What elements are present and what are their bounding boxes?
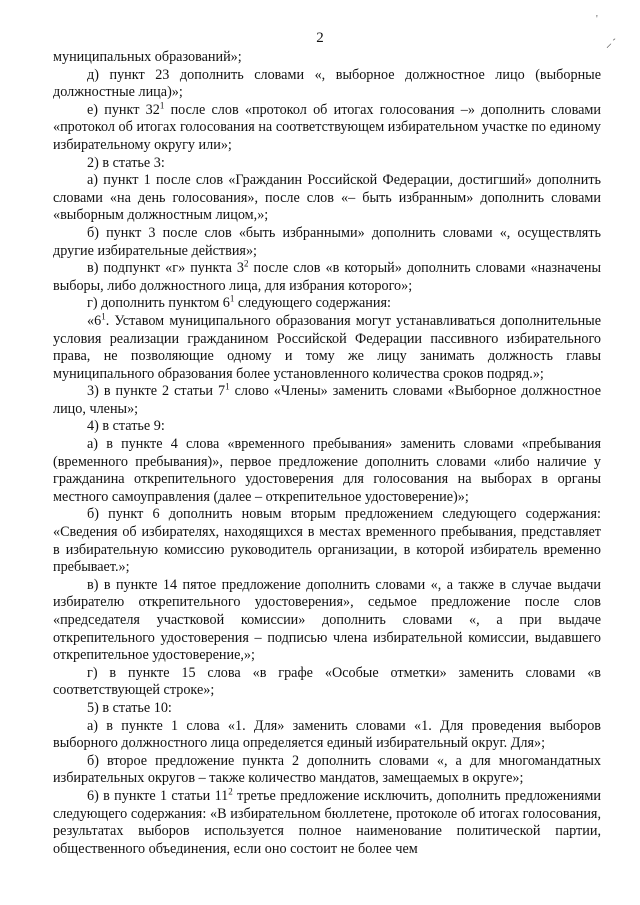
paragraph-p2 — [53, 67, 601, 102]
text-run: д) пункт 23 дополнить словами «, выборное должностное лицо (выборные должностные лица)»; — [53, 66, 601, 101]
paragraph-p10 — [53, 383, 601, 418]
text-run: 3) в пункте 2 статьи 7 — [87, 383, 226, 400]
scan-mark: ' — [596, 14, 598, 25]
text-run: а) в пункте 1 слова «1. Для» заменить словами «1. Для проведения выборов выборного должностного лица определяется единый избирательный округ. Для»; — [53, 717, 601, 752]
paragraph-p4 — [53, 155, 601, 173]
text-run: б) пункт 6 дополнить новым вторым предложением следующего содержания: «Сведения об избирателях, находящихся в местах временного пребывания, представляет в избирательную комиссию руководитель организации, в которой избиратель временно пребывает.»; — [53, 506, 601, 576]
text-run: муниципальных образований»; — [53, 49, 242, 65]
document-body — [53, 49, 601, 858]
text-run: а) в пункте 4 слова «временного пребывания» заменить словами «пребывания (временного пребывания)», первое предложение дополнить словами «либо наличие у гражданина открепительного удостоверения для голосования на выборах в органы местного самоуправления (далее – открепительное удостоверение)»; — [53, 436, 601, 505]
paragraph-p18 — [53, 753, 601, 788]
text-run: в) в пункте 14 пятое предложение дополнить словами «, а также в случае выдачи избирателю открепительного удостоверения», седьмое предложение после слов «председателя участковой комиссии» дополнить словами «, а при выдаче открепительного удостоверения – подписью члена избирательной комиссии, выдавшего открепительное удостоверение,»; — [53, 576, 601, 664]
superscript: 1 — [229, 293, 235, 304]
superscript: 1 — [159, 100, 165, 111]
text-run: «6 — [87, 312, 102, 329]
paragraph-p5 — [53, 172, 601, 225]
text-run: после слов «протокол об итогах голосования –» дополнить словами «протокол об итогах голосования на соответствующем избирательном участке по единому избирательному округу или»; — [53, 101, 601, 153]
paragraph-p14 — [53, 577, 601, 665]
paragraph-p3 — [53, 102, 601, 155]
paragraph-p17 — [53, 718, 601, 753]
text-run: е) пункт 32 — [87, 101, 160, 118]
text-run: третье предложение исключить, дополнить предложениями следующего содержания: «В избирательном бюллетене, протоколе об итогах голосования, результатах выборов используется полное наименование политической партии, общественного объединения, если оно состоит не более чем — [53, 787, 601, 857]
paragraph-p13 — [53, 506, 601, 576]
text-run: а) пункт 1 после слов «Гражданин Российской Федерации, достигший» дополнить словами «на день голосования», после слов «– быть избранным» дополнить словами «выборным должностным лицом,»; — [53, 172, 601, 224]
text-run: после слов «в который» дополнить словами «назначены выборы, либо должностного лица, для избрания которого»; — [53, 260, 602, 294]
superscript: 2 — [244, 258, 249, 269]
superscript: 1 — [225, 381, 230, 392]
paragraph-p9 — [53, 313, 601, 383]
paragraph-p16 — [53, 700, 601, 718]
text-run: 4) в статье 9: — [87, 418, 165, 435]
text-run: б) пункт 3 после слов «быть избранными» дополнить словами «, осуществлять другие избирательные действия»; — [53, 224, 601, 259]
paragraph-p11 — [53, 418, 601, 436]
text-run: слово «Члены» заменить словами «Выборное должностное лицо, члены»; — [53, 383, 601, 417]
text-run: в) подпункт «г» пункта 3 — [87, 260, 245, 277]
text-run: . Уставом муниципального образования могут устанавливаться дополнительные условия реализации гражданином Российской Федерации пассивного избирательного права, не позволяющие одному и тому же лицу занимать должность главы муниципального образования более установленного количества сроков подряд.»; — [53, 312, 601, 382]
superscript: 2 — [228, 786, 233, 797]
paragraph-p15 — [53, 665, 601, 700]
scan-mark: ⸝ˊ — [606, 36, 616, 50]
text-run: следующего содержания: — [234, 295, 391, 312]
paragraph-p1 — [53, 49, 601, 67]
paragraph-p19 — [53, 788, 601, 858]
paragraph-p12 — [53, 436, 601, 506]
paragraph-p6 — [53, 225, 601, 260]
text-run: б) второе предложение пункта 2 дополнить словами «, а для многомандатных избирательных округов – также количество мандатов, замещаемых в округе»; — [53, 752, 601, 787]
text-run: г) дополнить пунктом 6 — [87, 295, 230, 312]
page-number: 2 — [316, 30, 324, 46]
text-run: 5) в статье 10: — [87, 699, 172, 716]
paragraph-p7 — [53, 260, 601, 295]
text-run: г) в пункте 15 слова «в графе «Особые отметки» заменить словами «в соответствующей строке»; — [53, 664, 601, 699]
paragraph-p8 — [53, 295, 601, 313]
superscript: 1 — [101, 311, 106, 322]
text-run: 6) в пункте 1 статьи 11 — [87, 787, 229, 804]
text-run: 2) в статье 3: — [87, 154, 165, 171]
